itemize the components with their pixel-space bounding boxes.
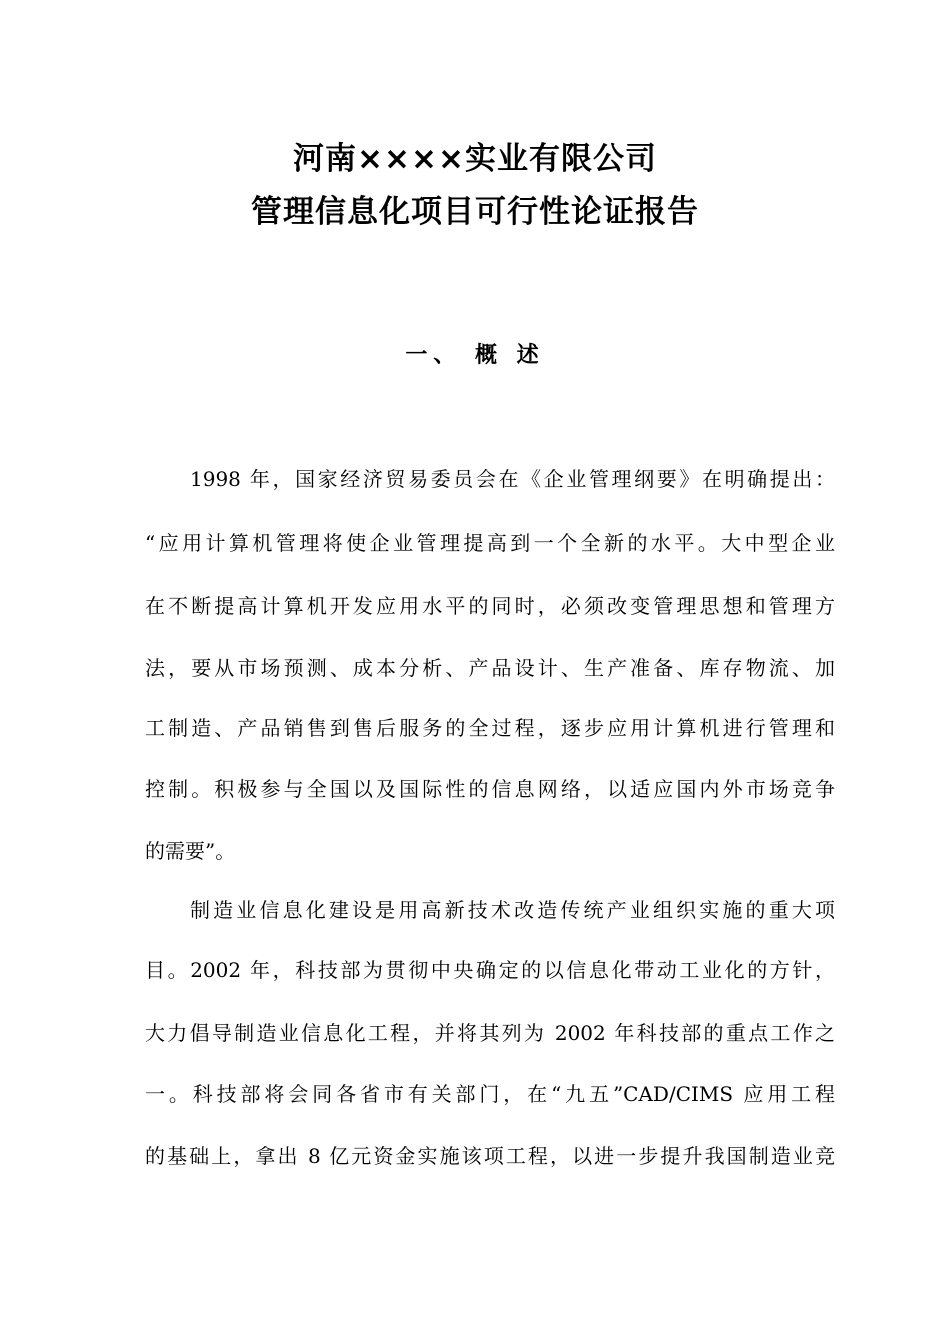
- paragraph-2-line-4: 一。科技部将会同各省市有关部门，在“九五”CAD/CIMS 应用工程: [145, 1082, 835, 1106]
- paragraph-1-line-2: “应用计算机管理将使企业管理提高到一个全新的水平。大中型企业: [145, 531, 835, 555]
- document-title-company: 河南××××实业有限公司: [293, 141, 657, 177]
- paragraph-1-line-7: 的需要”。: [145, 839, 236, 863]
- document-title-report: 管理信息化项目可行性论证报告: [251, 194, 699, 230]
- paragraph-1-line-1: 1998 年，国家经济贸易委员会在《企业管理纲要》在明确提出：: [190, 467, 835, 491]
- paragraph-2-line-3: 大力倡导制造业信息化工程，并将其列为 2002 年科技部的重点工作之: [145, 1021, 835, 1045]
- paragraph-1-line-4: 法，要从市场预测、成本分析、产品设计、生产准备、库存物流、加: [145, 656, 835, 680]
- paragraph-1-line-6: 控制。积极参与全国以及国际性的信息网络，以适应国内外市场竞争: [145, 777, 835, 801]
- section-heading-overview: 一、 概 述: [405, 343, 545, 368]
- paragraph-2-line-2: 目。2002 年，科技部为贯彻中央确定的以信息化带动工业化的方针，: [145, 958, 835, 982]
- paragraph-1-line-3: 在不断提高计算机开发应用水平的同时，必须改变管理思想和管理方: [145, 594, 835, 618]
- paragraph-2-line-5: 的基础上，拿出 8 亿元资金实施该项工程，以进一步提升我国制造业竞: [145, 1144, 835, 1168]
- paragraph-2-line-1: 制造业信息化建设是用高新技术改造传统产业组织实施的重大项: [190, 898, 835, 922]
- paragraph-1-line-5: 工制造、产品销售到售后服务的全过程，逐步应用计算机进行管理和: [145, 716, 835, 740]
